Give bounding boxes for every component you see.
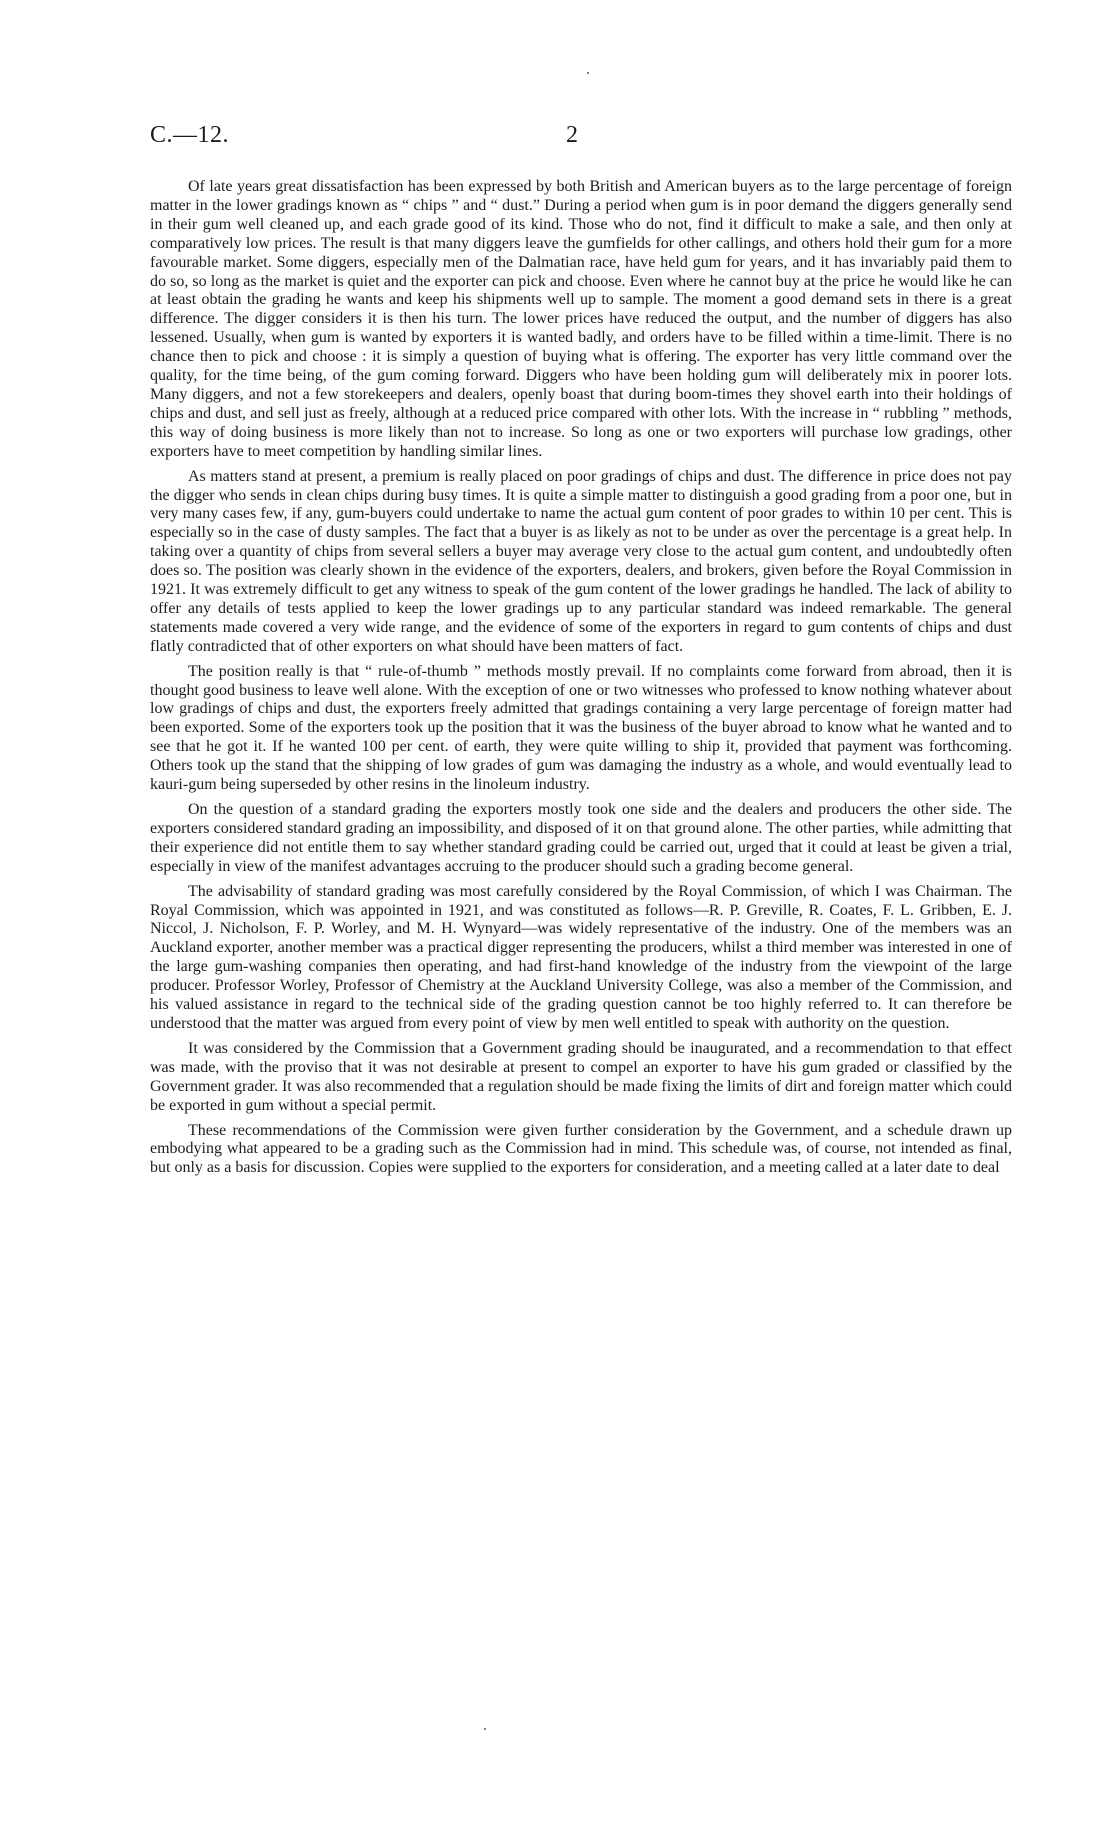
scan-speck-bottom xyxy=(484,1728,486,1730)
paragraph-1: Of late years great dissatisfaction has been expressed by both British and American buyers as to the large percentage of foreign matter in the lower gradings known as “ chips ” and “ dust.” During a period when gum is in poor demand the diggers generally send in their gum well cleaned up, and each grade good of its kind. Those who do not, find it difficult to make a sale, and then only at comparatively low prices. The result is that many diggers leave the gumfields for other callings, and others hold their gum for a more favourable market. Some diggers, especially men of the Dalmatian race, have held gum for years, and it has invariably paid them to do so, so long as the market is quiet and the exporter can pick and choose. Even where he cannot buy at the price he would like he can at least obtain the grading he wants and keep his shipments well up to sample. The moment a good demand sets in there is a great difference. The digger considers it is then his turn. The lower prices have reduced the output, and the number of diggers has also lessened. Usually, when gum is wanted by exporters it is wanted badly, and orders have to be filled within a time-limit. There is no chance then to pick and choose : it is simply a question of buying what is offering. The exporter has very little command over the quality, for the time being, of the gum coming forward. Diggers who have been holding gum will deliberately mix in poorer lots. Many diggers, and not a few storekeepers and dealers, openly boast that during boom-times they shovel earth into their holdings of chips and dust, and sell just as freely, although at a reduced price compared with other lots. With the increase in “ rubbling ” methods, this way of doing business is more likely than not to increase. So long as one or two exporters will purchase low gradings, other exporters have to meet competition by handling similar lines. xyxy=(150,178,1012,460)
page-header xyxy=(150,122,1010,162)
body-text xyxy=(150,178,1012,1184)
page-number: 2 xyxy=(566,122,578,148)
paragraph-2: As matters stand at present, a premium is really placed on poor gradings of chips and dust. The difference in price does not pay the digger who sends in clean chips during busy times. It is quite a simple matter to distinguish a good grading from a poor one, but in very many cases few, if any, gum-buyers could undertake to name the actual gum content of poor grades to within 10 per cent. This is especially so in the case of dusty samples. The fact that a buyer is as likely as not to be under as over the percentage is a great help. In taking over a quantity of chips from several sellers a buyer may average very close to the actual gum content, and undoubtedly often does so. The position was clearly shown in the evidence of the exporters, dealers, and brokers, given before the Royal Commission in 1921. It was extremely difficult to get any witness to speak of the gum content of the lower gradings he handled. The lack of ability to offer any details of tests applied to keep the lower gradings up to any particular standard was indeed remarkable. The general statements made covered a very wide range, and the evidence of some of the exporters in regard to gum contents of chips and dust flatly contradicted that of other exporters on what should have been matters of fact. xyxy=(150,467,1012,655)
paragraph-4: On the question of a standard grading the exporters mostly took one side and the dealers and producers the other side. The exporters considered standard grading an impossibility, and disposed of it on that ground alone. The other parties, while admitting that their experience did not entitle them to say whether standard grading could be carried out, urged that it could at least be given a trial, especially in view of the manifest advantages accruing to the producer should such a grading become general. xyxy=(150,801,1012,875)
paragraph-5: The advisability of standard grading was most carefully considered by the Royal Commission, of which I was Chairman. The Royal Commission, which was appointed in 1921, and was constituted as follows—R. P. Greville, R. Coates, F. L. Gribben, E. J. Niccol, J. Nicholson, F. P. Worley, and M. H. Wynyard—was widely representative of the industry. One of the members was an Auckland exporter, another member was a practical digger representing the producers, whilst a third member was interested in one of the large gum-washing companies then operating, and had first-hand knowledge of the industry from the viewpoint of the large producer. Professor Worley, Professor of Chemistry at the Auckland University College, was also a member of the Commission, and his valued assistance in regard to the technical side of the grading question cannot be too highly referred to. It can therefore be understood that the matter was argued from every point of view by men well entitled to speak with authority on the question. xyxy=(150,882,1012,1032)
paragraph-6: It was considered by the Commission that a Government grading should be inaugurated, and a recommendation to that effect was made, with the proviso that it was not desirable at present to compel an exporter to have his gum graded or classified by the Government grader. It was also recommended that a regulation should be made fixing the limits of dirt and foreign matter which could be exported in gum without a special permit. xyxy=(150,1039,1012,1114)
scan-speck-top xyxy=(587,72,589,74)
document-reference: C.—12. xyxy=(150,122,230,148)
paragraph-3: The position really is that “ rule-of-thumb ” methods mostly prevail. If no complaints come forward from abroad, then it is thought good business to leave well alone. With the exception of one or two witnesses who professed to know nothing whatever about low gradings of chips and dust, the exporters freely admitted that gradings containing a very large percentage of foreign matter had been exported. Some of the exporters took up the position that it was the business of the buyer abroad to know what he wanted and to see that he got it. If he wanted 100 per cent. of earth, they were quite willing to ship it, provided that payment was forthcoming. Others took up the stand that the shipping of low grades of gum was damaging the industry as a whole, and would eventually lead to kauri-gum being superseded by other resins in the linoleum industry. xyxy=(150,662,1012,794)
paragraph-7: These recommendations of the Commission were given further consideration by the Government, and a schedule drawn up embodying what appeared to be a grading such as the Commission had in mind. This schedule was, of course, not intended as final, but only as a basis for discussion. Copies were supplied to the exporters for consideration, and a meeting called at a later date to deal xyxy=(150,1121,1012,1177)
